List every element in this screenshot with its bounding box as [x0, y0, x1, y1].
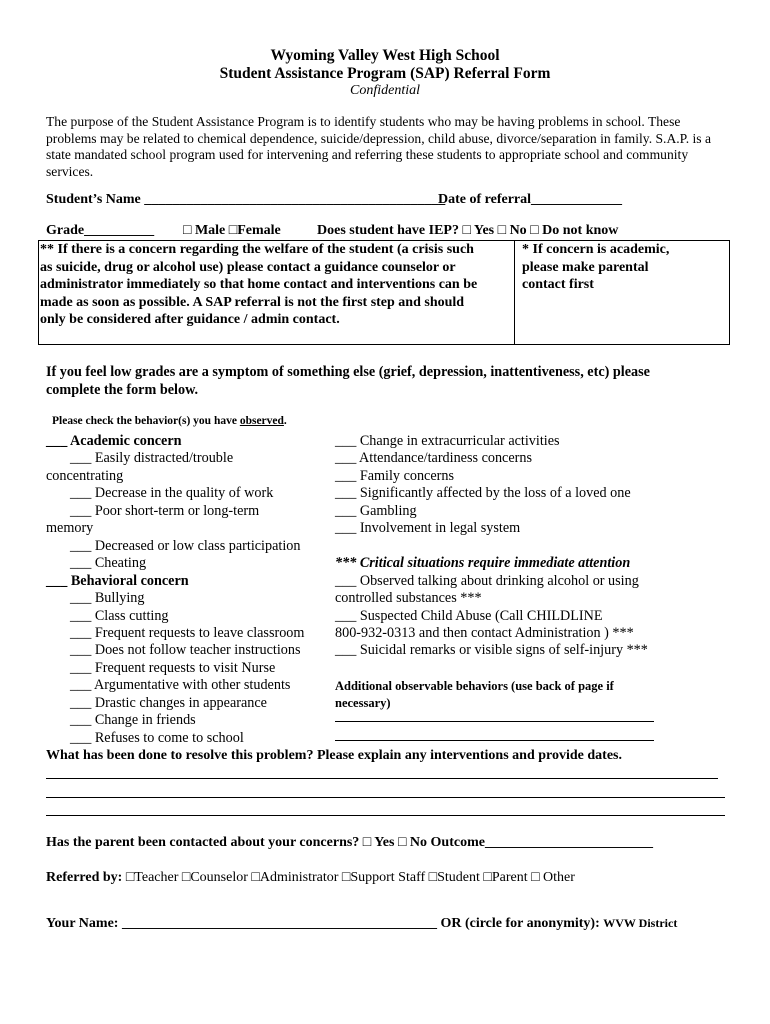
notice-line: administrator immediately so that home contact and interventions can be: [40, 277, 478, 292]
behavior-item[interactable]: ___ Refuses to come to school: [70, 729, 244, 746]
behavior-item[interactable]: ___ Frequent requests to visit Nurse: [70, 659, 276, 676]
behavior-item[interactable]: ___ Cheating: [70, 555, 147, 572]
behavior-item[interactable]: ___ Significantly affected by the loss of a loved one: [335, 485, 631, 502]
form-title: Student Assistance Program (SAP) Referral Form: [219, 65, 551, 82]
referred-by-checkboxes[interactable]: □Teacher □Counselor □Administrator □Support Staff □Student □Parent □ Other: [125, 870, 575, 885]
behavior-item[interactable]: ___ Class cutting: [70, 607, 169, 624]
date-of-referral-field[interactable]: Date of referral_____________: [438, 192, 623, 207]
concern-category[interactable]: ___ Academic concern: [46, 433, 182, 449]
your-name-row: [46, 916, 677, 932]
behavior-item[interactable]: ___ Gambling: [335, 502, 417, 519]
behavior-item[interactable]: ___ Drastic changes in appearance: [70, 694, 267, 711]
referred-by-row: [46, 870, 575, 886]
notice-line: * If concern is academic,: [522, 242, 670, 257]
gender-checkboxes[interactable]: □ Male □Female: [183, 223, 281, 238]
behavior-list-left: [46, 433, 304, 747]
notice-line: ** If there is a concern regarding the welfare of the student (a crisis such: [40, 242, 474, 257]
behavior-item[interactable]: ___ Easily distracted/trouble: [70, 450, 234, 467]
behavior-item[interactable]: ___ Frequent requests to leave classroom: [70, 624, 305, 641]
critical-item-continued: 800-932-0313 and then contact Administration ) ***: [335, 624, 634, 641]
low-grades-instruction: [46, 364, 650, 399]
behavior-item[interactable]: ___ Bullying: [70, 590, 145, 607]
notice-line: made as soon as possible. A SAP referral is not the first step and should: [40, 294, 465, 310]
critical-item[interactable]: ___ Observed talking about drinking alcohol or using: [335, 572, 639, 589]
your-name-field[interactable]: Your Name: _____________________________________________ OR (circle for anonymity):: [46, 916, 600, 931]
observed-emphasis: observed: [239, 415, 284, 427]
critical-item-continued: controlled substances ***: [335, 590, 482, 607]
instruction-text: Please check the behavior(s) you have: [52, 415, 240, 427]
resolve-answer-line[interactable]: [46, 815, 725, 816]
parent-contact-question[interactable]: Has the parent been contacted about your concerns? □ Yes □ No Outcome________________________: [46, 835, 653, 850]
behavior-item[interactable]: ___ Argumentative with other students: [70, 677, 291, 694]
label-line: necessary): [335, 696, 391, 710]
instruction-line: If you feel low grades are a symptom of something else (grief, depression, inattentiveness, etc) please: [46, 364, 650, 380]
behavior-item-continued: memory: [46, 520, 94, 537]
behavior-item[interactable]: ___ Change in extracurricular activities: [335, 433, 560, 449]
school-name: Wyoming Valley West High School: [270, 47, 500, 64]
welfare-notice: [39, 241, 515, 344]
notice-box: [38, 240, 730, 345]
label-line: Additional observable behaviors (use back of page if: [335, 679, 614, 693]
notice-line: as suicide, drug or alcohol use) please contact a guidance counselor or: [40, 259, 456, 275]
instruction-end: .: [283, 415, 287, 427]
additional-behaviors-line[interactable]: [335, 740, 654, 741]
resolve-answer-line[interactable]: [46, 797, 725, 798]
behavior-item[interactable]: ___ Decrease in the quality of work: [70, 485, 274, 502]
notice-line: only be considered after guidance / admin contact.: [40, 312, 340, 327]
iep-checkboxes[interactable]: Does student have IEP? □ Yes □ No □ Do not know: [317, 223, 619, 238]
behavior-item[interactable]: ___ Decreased or low class participation: [70, 537, 301, 554]
behavior-item-continued: concentrating: [46, 467, 124, 484]
behavior-item[interactable]: ___ Does not follow teacher instructions: [70, 642, 301, 659]
critical-heading: *** Critical situations require immediate attention: [335, 555, 631, 572]
notice-line: please make parental: [522, 259, 649, 275]
behavior-item[interactable]: ___ Attendance/tardiness concerns: [335, 450, 532, 467]
behavior-item[interactable]: ___ Change in friends: [70, 712, 196, 729]
anonymity-option[interactable]: WVW District: [603, 916, 678, 930]
resolve-question: What has been done to resolve this problem? Please explain any interventions and provide dates.: [46, 748, 622, 763]
student-name-field[interactable]: Student’s Name ___________________________________________: [46, 192, 446, 207]
additional-behaviors-line[interactable]: [335, 721, 654, 722]
confidential-label: Confidential: [350, 83, 420, 98]
critical-item[interactable]: ___ Suspected Child Abuse (Call CHILDLINE: [335, 607, 603, 624]
behavior-item[interactable]: ___ Poor short-term or long-term: [70, 502, 260, 519]
grade-field[interactable]: Grade__________: [46, 223, 155, 238]
instruction-line: complete the form below.: [46, 381, 199, 398]
check-instruction: [52, 415, 287, 427]
academic-notice: [522, 241, 722, 294]
intro-paragraph: The purpose of the Student Assistance Program is to identify students who may be having problems in school. These problems may be related to chemical dependence, suicide/depression, child abuse, divorce/separation in family. S.A.P. is a state mandated school program used for intervening and referring these students to appropriate school and community services.: [46, 114, 712, 179]
critical-item[interactable]: ___ Suicidal remarks or visible signs of self-injury ***: [335, 642, 648, 659]
behavior-item[interactable]: ___ Family concerns: [335, 467, 454, 484]
notice-line: contact first: [522, 277, 594, 292]
resolve-answer-line[interactable]: [46, 778, 718, 779]
concern-category[interactable]: ___ Behavioral concern: [46, 572, 189, 589]
additional-behaviors-label: [335, 678, 614, 712]
behavior-item[interactable]: ___ Involvement in legal system: [335, 520, 521, 537]
referred-by-label: Referred by:: [46, 870, 123, 885]
behavior-list-right: [335, 433, 648, 660]
